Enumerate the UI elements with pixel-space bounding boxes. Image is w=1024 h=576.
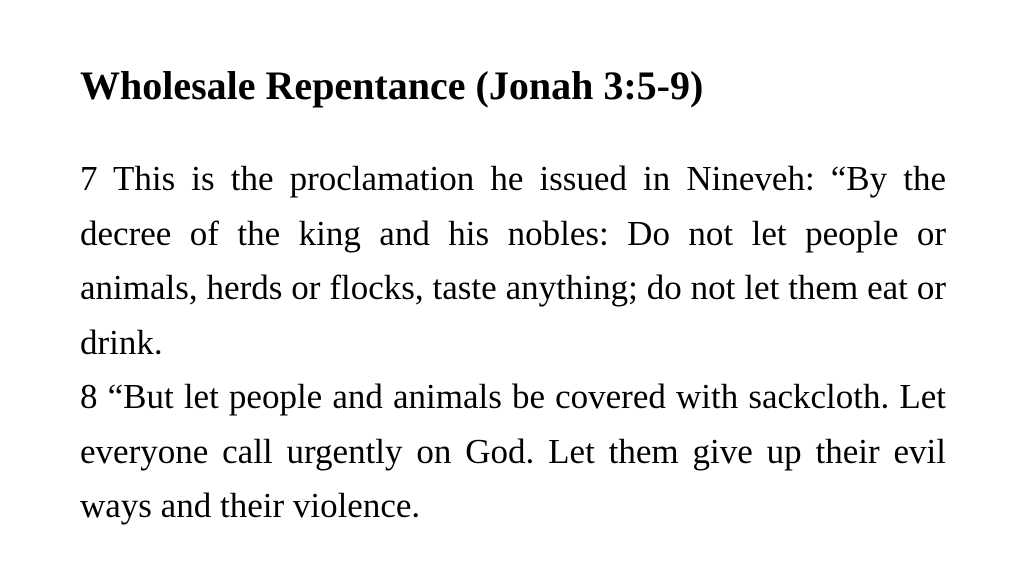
slide-body xyxy=(80,152,946,534)
slide-content xyxy=(80,58,946,534)
slide-title: Wholesale Repentance (Jonah 3:5-9) xyxy=(80,63,704,108)
verse-8: 8 “But let people and animals be covered with sackcloth. Let everyone call urgently on God. Let them give up their evil ways and their violence. xyxy=(80,377,946,525)
verse-7: 7 This is the proclamation he issued in Nineveh: “By the decree of the king and his nobles: Do not let people or animals, herds or flocks, taste anything; do not let them eat or drink. xyxy=(80,159,946,362)
